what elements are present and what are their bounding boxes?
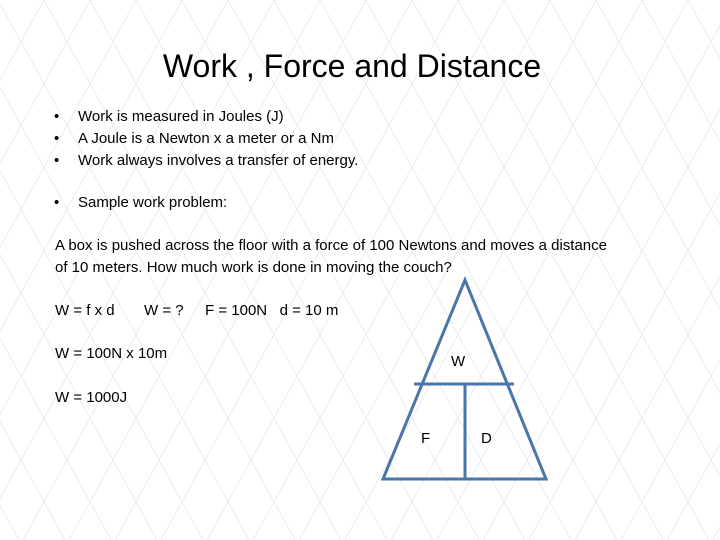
bullet-text: A Joule is a Newton x a meter or a Nm: [78, 130, 334, 147]
formula-line: [55, 300, 338, 322]
background-pattern-line: [713, 0, 720, 540]
substitution-line: W = 100N x 10m: [55, 345, 168, 362]
answer-line: W = 1000J: [55, 389, 128, 406]
triangle-label-distance: D: [481, 430, 492, 447]
bullet-dot: •: [54, 130, 60, 147]
bullet-dot: •: [54, 108, 60, 125]
slide-title: Work , Force and Distance: [162, 48, 542, 84]
bullet-text: Work is measured in Joules (J): [78, 108, 284, 125]
bullet-list: [54, 106, 358, 172]
triangle-label-work: W: [451, 353, 466, 370]
bullet-dot: •: [54, 194, 60, 211]
givens: F = 100N d = 10 m: [205, 302, 339, 319]
problem-text: A box is pushed across the floor with a force of 100 Newtons and moves a distance of 10 meters. How much work is done in moving the couch?: [55, 237, 607, 276]
bullet-dot: •: [54, 152, 60, 169]
work-triangle-diagram: [378, 276, 552, 486]
sample-heading: [54, 192, 227, 214]
triangle-label-force: F: [421, 430, 431, 447]
bullet-item: [54, 106, 358, 128]
bullet-item: [54, 150, 358, 172]
sample-label: Sample work problem:: [78, 194, 228, 211]
formula: W = f x d: [55, 302, 115, 319]
unknown: W = ?: [144, 302, 184, 319]
bullet-text: Work always involves a transfer of energy.: [78, 152, 359, 169]
bullet-item: [54, 128, 358, 150]
